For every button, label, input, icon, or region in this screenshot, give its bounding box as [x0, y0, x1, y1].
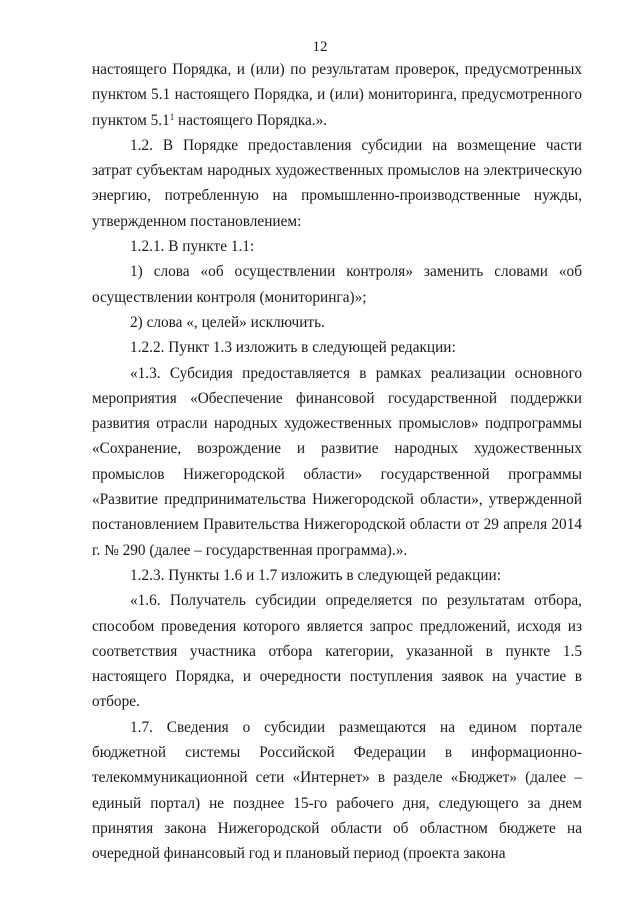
- paragraph-item-1: 1) слова «об осуществлении контроля» заменить словами «об осуществлении контроля (мониторинга)»;: [92, 263, 582, 306]
- document-body: [92, 57, 582, 867]
- paragraph-1-2: 1.2. В Порядке предоставления субсидии на возмещение части затрат субъектам народных художественных промыслов на электрическую энергию, потребленную на промышленно-производственные нужды, утвержденном постановлением:: [92, 136, 582, 230]
- paragraph-quote-1-3: «1.3. Субсидия предоставляется в рамках реализации основного мероприятия «Обеспечение финансовой государственной поддержки развития отрасли народных художественных промыслов» подпрограммы «Сохранение, возрождение и развитие народных художественных промыслов Нижегородской области» государственной программы «Развитие предпринимательства Нижегородской области», утвержденной постановлением Правительства Нижегородской области от 29 апреля 2014 г. № 290 (далее – государственная программа).».: [92, 364, 582, 559]
- paragraph-text: настоящего Порядка, и (или) по результатам проверок, предусмотренных пунктом 5.1 настоящего Порядка, и (или) мониторинга, предусмотренного пунктом 5.1: [92, 61, 582, 129]
- page-number: 12: [312, 39, 328, 55]
- paragraph-quote-1-6: «1.6. Получатель субсидии определяется по результатам отбора, способом проведения которого является запрос предложений, исходя из соответствия участника отбора категории, указанной в пункте 1.5 настоящего Порядка, и очередности поступления заявок на участие в отборе.: [92, 592, 582, 711]
- paragraph-1-7: 1.7. Сведения о субсидии размещаются на едином портале бюджетной системы Российской Федерации в информационно-телекоммуникационной сети «Интернет» в разделе «Бюджет» (далее – единый портал) не позднее 15-го рабочего дня, следующего за днем принятия закона Нижегородской области об областном бюджете на очередной финансовый год и плановый период (проекта закона: [92, 718, 582, 863]
- paragraph-item-2: 2) слова «, целей» исключить.: [130, 313, 325, 331]
- paragraph-1-2-3: 1.2.3. Пункты 1.6 и 1.7 изложить в следующей редакции:: [130, 566, 501, 584]
- paragraph-1-2-1: 1.2.1. В пункте 1.1:: [130, 238, 255, 256]
- paragraph-continuation: [92, 57, 582, 133]
- superscript: 1: [169, 111, 175, 122]
- paragraph-1-2-2: 1.2.2. Пункт 1.3 изложить в следующей редакции:: [130, 339, 456, 357]
- paragraph-text: настоящего Порядка.».: [174, 111, 328, 129]
